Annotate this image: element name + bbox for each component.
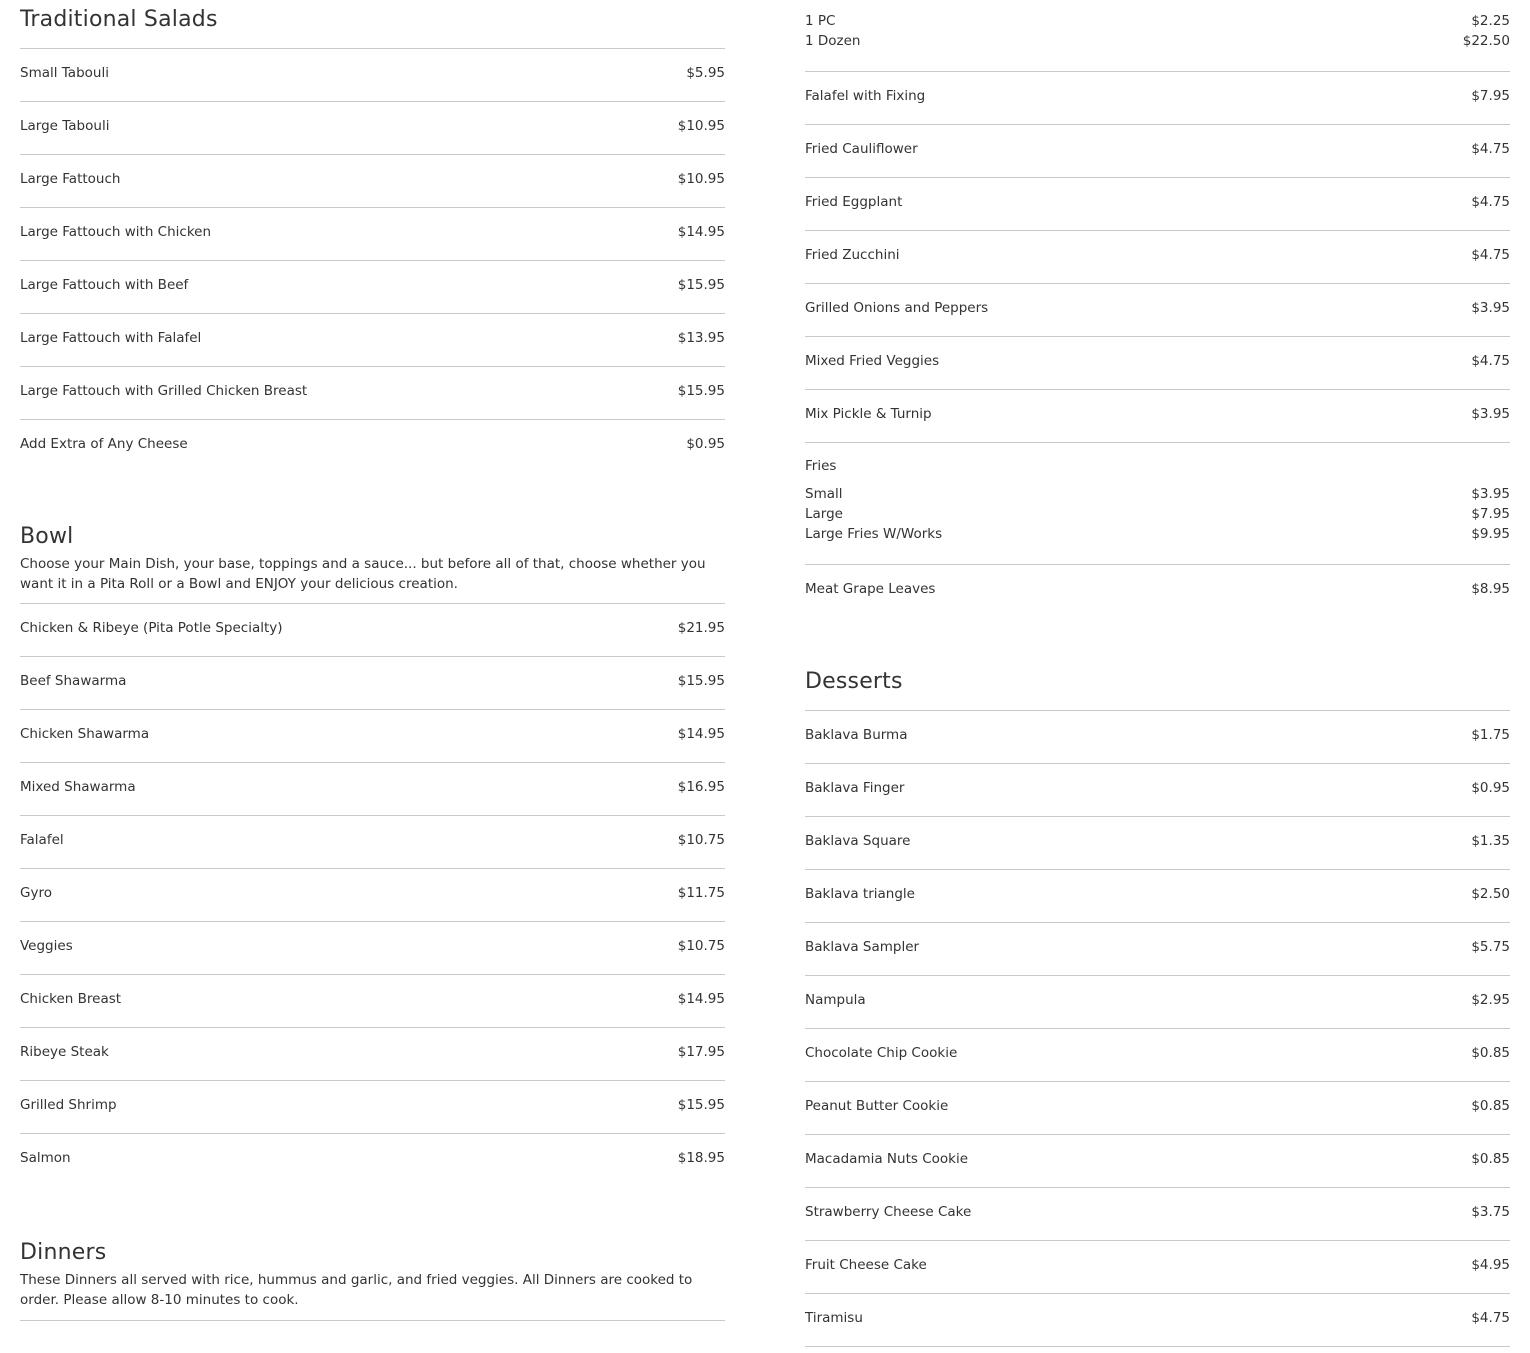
menu-item-name: Large Fattouch with Grilled Chicken Breast	[20, 383, 308, 399]
desserts-item-list	[805, 710, 1510, 1346]
menu-item-name: Mix Pickle & Turnip	[805, 406, 932, 422]
menu-item-price: $4.75	[1471, 1310, 1510, 1326]
menu-item-price: $14.95	[677, 991, 725, 1007]
menu-item	[805, 1240, 1510, 1293]
menu-item-name: Grilled Onions and Peppers	[805, 300, 989, 316]
menu-item	[20, 207, 725, 260]
fries-options	[805, 484, 1510, 544]
menu-item	[805, 1028, 1510, 1081]
menu-item-price: $0.85	[1471, 1098, 1510, 1114]
menu-item-name: Fried Eggplant	[805, 194, 903, 210]
menu-item-name: Chocolate Chip Cookie	[805, 1045, 958, 1061]
menu-item-price: $1.75	[1471, 727, 1510, 743]
menu-item	[20, 313, 725, 366]
menu-item-price: $10.75	[677, 938, 725, 954]
menu-item-price: $15.95	[677, 1097, 725, 1113]
menu-item-price: $0.85	[1471, 1045, 1510, 1061]
menu-item	[805, 230, 1510, 283]
menu-item-name: Baklava Burma	[805, 727, 908, 743]
menu-item-name: Baklava Square	[805, 833, 911, 849]
menu-item-price: $4.95	[1471, 1257, 1510, 1273]
menu-item-name: Baklava Sampler	[805, 939, 920, 955]
menu-item	[20, 709, 725, 762]
menu-item-price: $21.95	[677, 620, 725, 636]
menu-item	[20, 603, 725, 656]
menu-item-price: $10.95	[677, 171, 725, 187]
menu-item-name: Beef Shawarma	[20, 673, 127, 689]
menu-item-name: Peanut Butter Cookie	[805, 1098, 949, 1114]
menu-item-name: Chicken Shawarma	[20, 726, 150, 742]
menu-item-name: Chicken & Ribeye (Pita Potle Specialty)	[20, 620, 283, 636]
section-bowl	[20, 517, 725, 1186]
menu-item	[805, 283, 1510, 336]
menu-option	[805, 31, 1510, 51]
menu-item-name: Tiramisu	[805, 1310, 863, 1326]
menu-option-price: $7.95	[1471, 506, 1510, 522]
section-description-bowl: Choose your Main Dish, your base, toppings and a sauce... but before all of that, choose whether you want it in a Pita Roll or a Bowl and ENJOY your delicious creation.	[20, 556, 706, 592]
menu-item-price: $11.75	[677, 885, 725, 901]
menu-item	[805, 710, 1510, 763]
menu-item-price: $5.75	[1471, 939, 1510, 955]
menu-item	[20, 921, 725, 974]
section-title-bowl: Bowl	[20, 524, 74, 549]
menu-item-price: $4.75	[1471, 194, 1510, 210]
menu-item	[805, 763, 1510, 816]
menu-item-price: $13.95	[677, 330, 725, 346]
section-description-dinners: These Dinners all served with rice, hummus and garlic, and fried veggies. All Dinners are cooked to order. Please allow 8-10 minutes to cook.	[20, 1272, 693, 1308]
menu-item	[805, 975, 1510, 1028]
salads-item-list	[20, 48, 725, 472]
menu-item-price: $15.95	[677, 277, 725, 293]
menu-option-name: Small	[805, 486, 843, 502]
menu-item-name: Meat Grape Leaves	[805, 581, 936, 597]
section-dinners	[20, 1232, 725, 1321]
menu-item-name: Add Extra of Any Cheese	[20, 436, 188, 452]
menu-item	[20, 101, 725, 154]
menu-item	[20, 48, 725, 101]
menu-item	[20, 419, 725, 472]
section-sides	[805, 0, 1510, 617]
menu-option-name: Large	[805, 506, 843, 522]
menu-option	[805, 504, 1510, 524]
menu-item-price: $0.85	[1471, 1151, 1510, 1167]
menu-item-price: $0.95	[1471, 780, 1510, 796]
menu-item-name: Large Fattouch with Beef	[20, 277, 189, 293]
menu-item-price: $4.75	[1471, 353, 1510, 369]
sides-item-list-b	[805, 564, 1510, 617]
menu-item	[20, 868, 725, 921]
menu-item-price: $4.75	[1471, 247, 1510, 263]
menu-item	[20, 1080, 725, 1133]
menu-item	[805, 1187, 1510, 1240]
menu-item-name: Falafel with Fixing	[805, 88, 926, 104]
menu-option-price: $2.25	[1471, 13, 1510, 29]
menu-item-price: $15.95	[677, 673, 725, 689]
menu-left-column	[20, 0, 725, 1321]
bowl-item-list	[20, 603, 725, 1186]
menu-item	[805, 1134, 1510, 1187]
menu-item	[805, 71, 1510, 124]
menu-item-price: $15.95	[677, 383, 725, 399]
menu-item	[805, 816, 1510, 869]
section-title-desserts: Desserts	[805, 669, 903, 694]
menu-right-column	[805, 0, 1510, 1347]
menu-item	[20, 974, 725, 1027]
section-divider	[20, 1320, 725, 1321]
menu-item-price: $14.95	[677, 726, 725, 742]
menu-item-name: Large Fattouch with Falafel	[20, 330, 202, 346]
menu-item-price: $10.95	[677, 118, 725, 134]
menu-item-price: $2.95	[1471, 992, 1510, 1008]
menu-item	[805, 124, 1510, 177]
menu-item-name: Mixed Fried Veggies	[805, 353, 940, 369]
menu-item-name: Gyro	[20, 885, 52, 901]
menu-item-name: Large Fattouch with Chicken	[20, 224, 212, 240]
menu-option	[805, 484, 1510, 504]
menu-item	[20, 260, 725, 313]
menu-item-name: Fried Zucchini	[805, 247, 900, 263]
menu-item-name: Mixed Shawarma	[20, 779, 136, 795]
menu-item-price: $1.35	[1471, 833, 1510, 849]
menu-item	[805, 177, 1510, 230]
section-title-traditional-salads: Traditional Salads	[20, 7, 218, 32]
menu-item-name: Falafel	[20, 832, 64, 848]
menu-item	[20, 366, 725, 419]
menu-item-name: Baklava Finger	[805, 780, 905, 796]
menu-item-name: Veggies	[20, 938, 73, 954]
menu-option-name: 1 PC	[805, 13, 836, 29]
menu-item	[805, 869, 1510, 922]
section-desserts	[805, 662, 1510, 1347]
menu-option-price: $3.95	[1471, 486, 1510, 502]
menu-item	[20, 1027, 725, 1080]
menu-option-name: 1 Dozen	[805, 33, 861, 49]
menu-item	[20, 762, 725, 815]
menu-item	[805, 1293, 1510, 1346]
menu-item	[805, 922, 1510, 975]
menu-item-name: Strawberry Cheese Cake	[805, 1204, 972, 1220]
menu-option	[805, 524, 1510, 544]
fries-label: Fries	[805, 458, 837, 474]
menu-item-name: Large Tabouli	[20, 118, 110, 134]
menu-item-price: $16.95	[677, 779, 725, 795]
menu-item-name: Nampula	[805, 992, 866, 1008]
menu-option-name: Large Fries W/Works	[805, 526, 943, 542]
section-traditional-salads	[20, 0, 725, 472]
menu-item-name: Macadamia Nuts Cookie	[805, 1151, 969, 1167]
menu-item-name: Chicken Breast	[20, 991, 122, 1007]
menu-item-name: Small Tabouli	[20, 65, 109, 81]
menu-item-price: $7.95	[1471, 88, 1510, 104]
menu-item	[805, 389, 1510, 442]
menu-item	[20, 154, 725, 207]
menu-item-price: $3.75	[1471, 1204, 1510, 1220]
menu-item	[805, 1081, 1510, 1134]
menu-item-price: $17.95	[677, 1044, 725, 1060]
menu-item	[805, 336, 1510, 389]
menu-item-price: $3.95	[1471, 300, 1510, 316]
menu-item-name: Ribeye Steak	[20, 1044, 109, 1060]
menu-item	[20, 656, 725, 709]
menu-item-price: $14.95	[677, 224, 725, 240]
menu-item-price: $0.95	[686, 436, 725, 452]
menu-item-price: $3.95	[1471, 406, 1510, 422]
sides-top-options	[805, 0, 1510, 71]
menu-item-name: Fruit Cheese Cake	[805, 1257, 927, 1273]
menu-option-price: $22.50	[1462, 33, 1510, 49]
menu-item	[20, 815, 725, 868]
menu-item-price: $2.50	[1471, 886, 1510, 902]
menu-item-price: $8.95	[1471, 581, 1510, 597]
sides-item-list-a	[805, 71, 1510, 442]
menu-item-name: Large Fattouch	[20, 171, 121, 187]
menu-item-price: $5.95	[686, 65, 725, 81]
menu-item	[805, 564, 1510, 617]
fries-item	[805, 442, 1510, 564]
menu-item-price: $4.75	[1471, 141, 1510, 157]
menu-item-name: Baklava triangle	[805, 886, 915, 902]
menu-option	[805, 11, 1510, 31]
menu-item-price: $18.95	[677, 1150, 725, 1166]
menu-item-name: Salmon	[20, 1150, 71, 1166]
menu-item-name: Grilled Shrimp	[20, 1097, 117, 1113]
menu-option-price: $9.95	[1471, 526, 1510, 542]
section-title-dinners: Dinners	[20, 1240, 107, 1265]
menu-item-name: Fried Cauliflower	[805, 141, 918, 157]
menu-item	[20, 1133, 725, 1186]
section-divider	[805, 1346, 1510, 1347]
menu-item-price: $10.75	[677, 832, 725, 848]
